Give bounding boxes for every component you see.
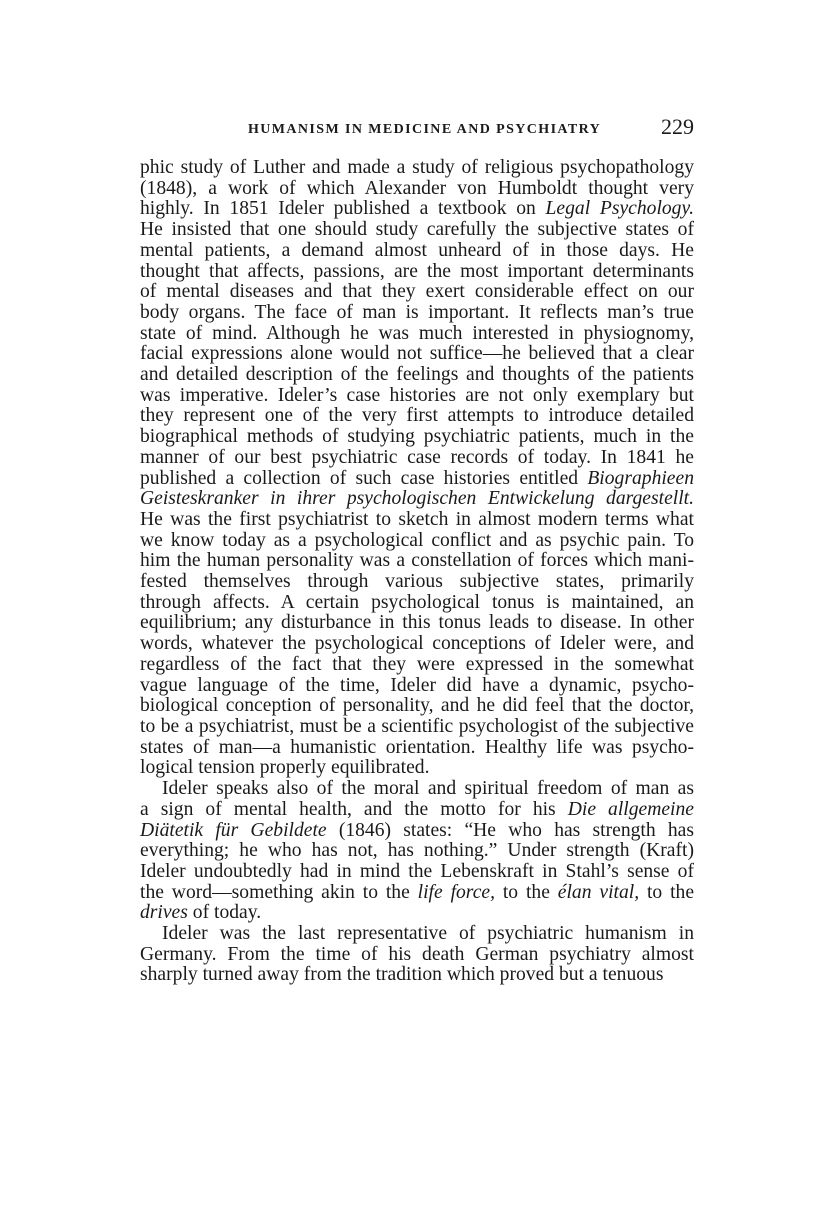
running-title: HUMANISM IN MEDICINE AND PSYCHIATRY: [248, 122, 602, 137]
text-segment: the word—something akin to the: [140, 881, 418, 903]
text-segment: to the: [495, 881, 558, 903]
italic-text: life force,: [417, 881, 495, 903]
text-line: [140, 738, 694, 759]
text-segment: was imperative. Ideler’s case histories are not only exemplary but: [140, 384, 694, 406]
text-segment: He was the first psychiatrist to sketch in almost modern terms what: [140, 508, 694, 530]
text-segment: regardless of the fact that they were expressed in the somewhat: [140, 653, 694, 675]
text-line: [140, 800, 694, 821]
text-line: [140, 779, 694, 800]
text-line: [140, 469, 694, 490]
text-segment: sharply turned away from the tradition which proved but a tenuous: [140, 964, 664, 986]
text-segment: equilibrium; any disturbance in this tonus leads to disease. In other: [140, 612, 694, 634]
text-line: [140, 883, 694, 904]
text-line: [140, 903, 694, 924]
text-segment: Germany. From the time of his death German psychiatry almost: [140, 943, 694, 965]
text-segment: published a collection of such case histories entitled: [140, 467, 588, 489]
italic-text: drives: [140, 902, 188, 924]
italic-text: Geisteskranker in ihrer psychologischen Entwickelung dargestellt.: [140, 488, 694, 510]
text-line: [140, 572, 694, 593]
body-text: [140, 158, 694, 986]
text-line: [140, 965, 694, 986]
text-segment: of today.: [187, 902, 262, 924]
text-line: [140, 386, 694, 407]
text-line: [140, 448, 694, 469]
text-line: [140, 282, 694, 303]
text-line: [140, 945, 694, 966]
text-line: [140, 262, 694, 283]
text-line: [140, 655, 694, 676]
text-line: [140, 841, 694, 862]
text-line: [140, 324, 694, 345]
text-segment: phic study of Luther and made a study of religious psychopathology: [140, 157, 694, 178]
page-number: 229: [661, 114, 694, 139]
text-segment: a sign of mental health, and the motto for his: [140, 798, 568, 820]
text-line: [140, 510, 694, 531]
text-line: [140, 551, 694, 572]
text-segment: states of man—a humanistic orientation. Healthy life was psycho-: [140, 736, 694, 758]
text-line: [140, 406, 694, 427]
paragraph: [140, 779, 694, 924]
text-line: [140, 241, 694, 262]
text-segment: vague language of the time, Ideler did have a dynamic, psycho-: [140, 674, 694, 696]
text-segment: words, whatever the psychological conceptions of Ideler were, and: [140, 633, 694, 655]
text-segment: through affects. A certain psychological tonus is maintained, an: [140, 591, 694, 613]
text-segment: Ideler undoubtedly had in mind the Lebenskraft in Stahl’s sense of: [140, 860, 694, 882]
text-line: [140, 613, 694, 634]
text-segment: everything; he who has not, has nothing.” Under strength (Kraft): [140, 840, 694, 862]
text-line: [140, 862, 694, 883]
text-segment: body organs. The face of man is important. It reflects man’s true: [140, 301, 694, 323]
text-line: [140, 489, 694, 510]
text-segment: He insisted that one should study carefully the subjective states of: [140, 219, 694, 241]
text-segment: we know today as a psychological conflict and as psychic pain. To: [140, 529, 694, 551]
text-line: [140, 676, 694, 697]
text-segment: to the: [639, 881, 695, 903]
text-segment: logical tension properly equilibrated.: [140, 757, 430, 779]
text-line: [140, 717, 694, 738]
italic-text: Biographieen: [587, 467, 694, 489]
text-segment: highly. In 1851 Ideler published a textbook on: [140, 198, 546, 220]
text-line: [140, 634, 694, 655]
text-line: [140, 821, 694, 842]
italic-text: élan vital,: [557, 881, 640, 903]
text-line: [140, 758, 694, 779]
text-segment: of mental diseases and that they exert considerable effect on our: [140, 281, 694, 303]
text-segment: Ideler was the last representative of psychiatric humanism in: [162, 923, 694, 945]
text-segment: Ideler speaks also of the moral and spiritual freedom of man as: [162, 778, 694, 800]
italic-text: Diätetik für Gebildete: [140, 819, 327, 841]
text-segment: biographical methods of studying psychiatric patients, much in the: [140, 426, 694, 448]
text-line: [140, 199, 694, 220]
text-segment: mental patients, a demand almost unheard of in those days. He: [140, 239, 694, 261]
text-segment: manner of our best psychiatric case records of today. In 1841 he: [140, 446, 694, 468]
text-segment: they represent one of the very first attempts to introduce detailed: [140, 405, 694, 427]
paragraph: [140, 924, 694, 986]
italic-text: Die allgemeine: [567, 798, 694, 820]
text-segment: fested themselves through various subjective states, primarily: [140, 571, 694, 593]
text-line: [140, 220, 694, 241]
text-segment: state of mind. Although he was much interested in physiognomy,: [140, 322, 694, 344]
paragraph: [140, 158, 694, 779]
text-line: [140, 303, 694, 324]
text-segment: to be a psychiatrist, must be a scientific psychologist of the subjective: [140, 715, 694, 737]
text-line: [140, 531, 694, 552]
text-segment: biological conception of personality, and he did feel that the doctor,: [140, 695, 694, 717]
text-segment: thought that affects, passions, are the most important determinants: [140, 260, 694, 282]
text-segment: him the human personality was a constellation of forces which mani-: [140, 550, 694, 572]
text-line: [140, 593, 694, 614]
text-line: [140, 158, 694, 179]
text-line: [140, 344, 694, 365]
text-segment: (1848), a work of which Alexander von Humboldt thought very: [140, 177, 694, 199]
text-segment: and detailed description of the feelings and thoughts of the patients: [140, 364, 694, 386]
running-head: [140, 114, 694, 144]
text-segment: facial expressions alone would not suffice—he believed that a clear: [140, 343, 694, 365]
text-line: [140, 365, 694, 386]
text-segment: (1846) states: “He who has strength has: [326, 819, 694, 841]
italic-text: Legal Psychology.: [545, 198, 694, 220]
text-line: [140, 179, 694, 200]
text-line: [140, 696, 694, 717]
text-line: [140, 427, 694, 448]
text-line: [140, 924, 694, 945]
